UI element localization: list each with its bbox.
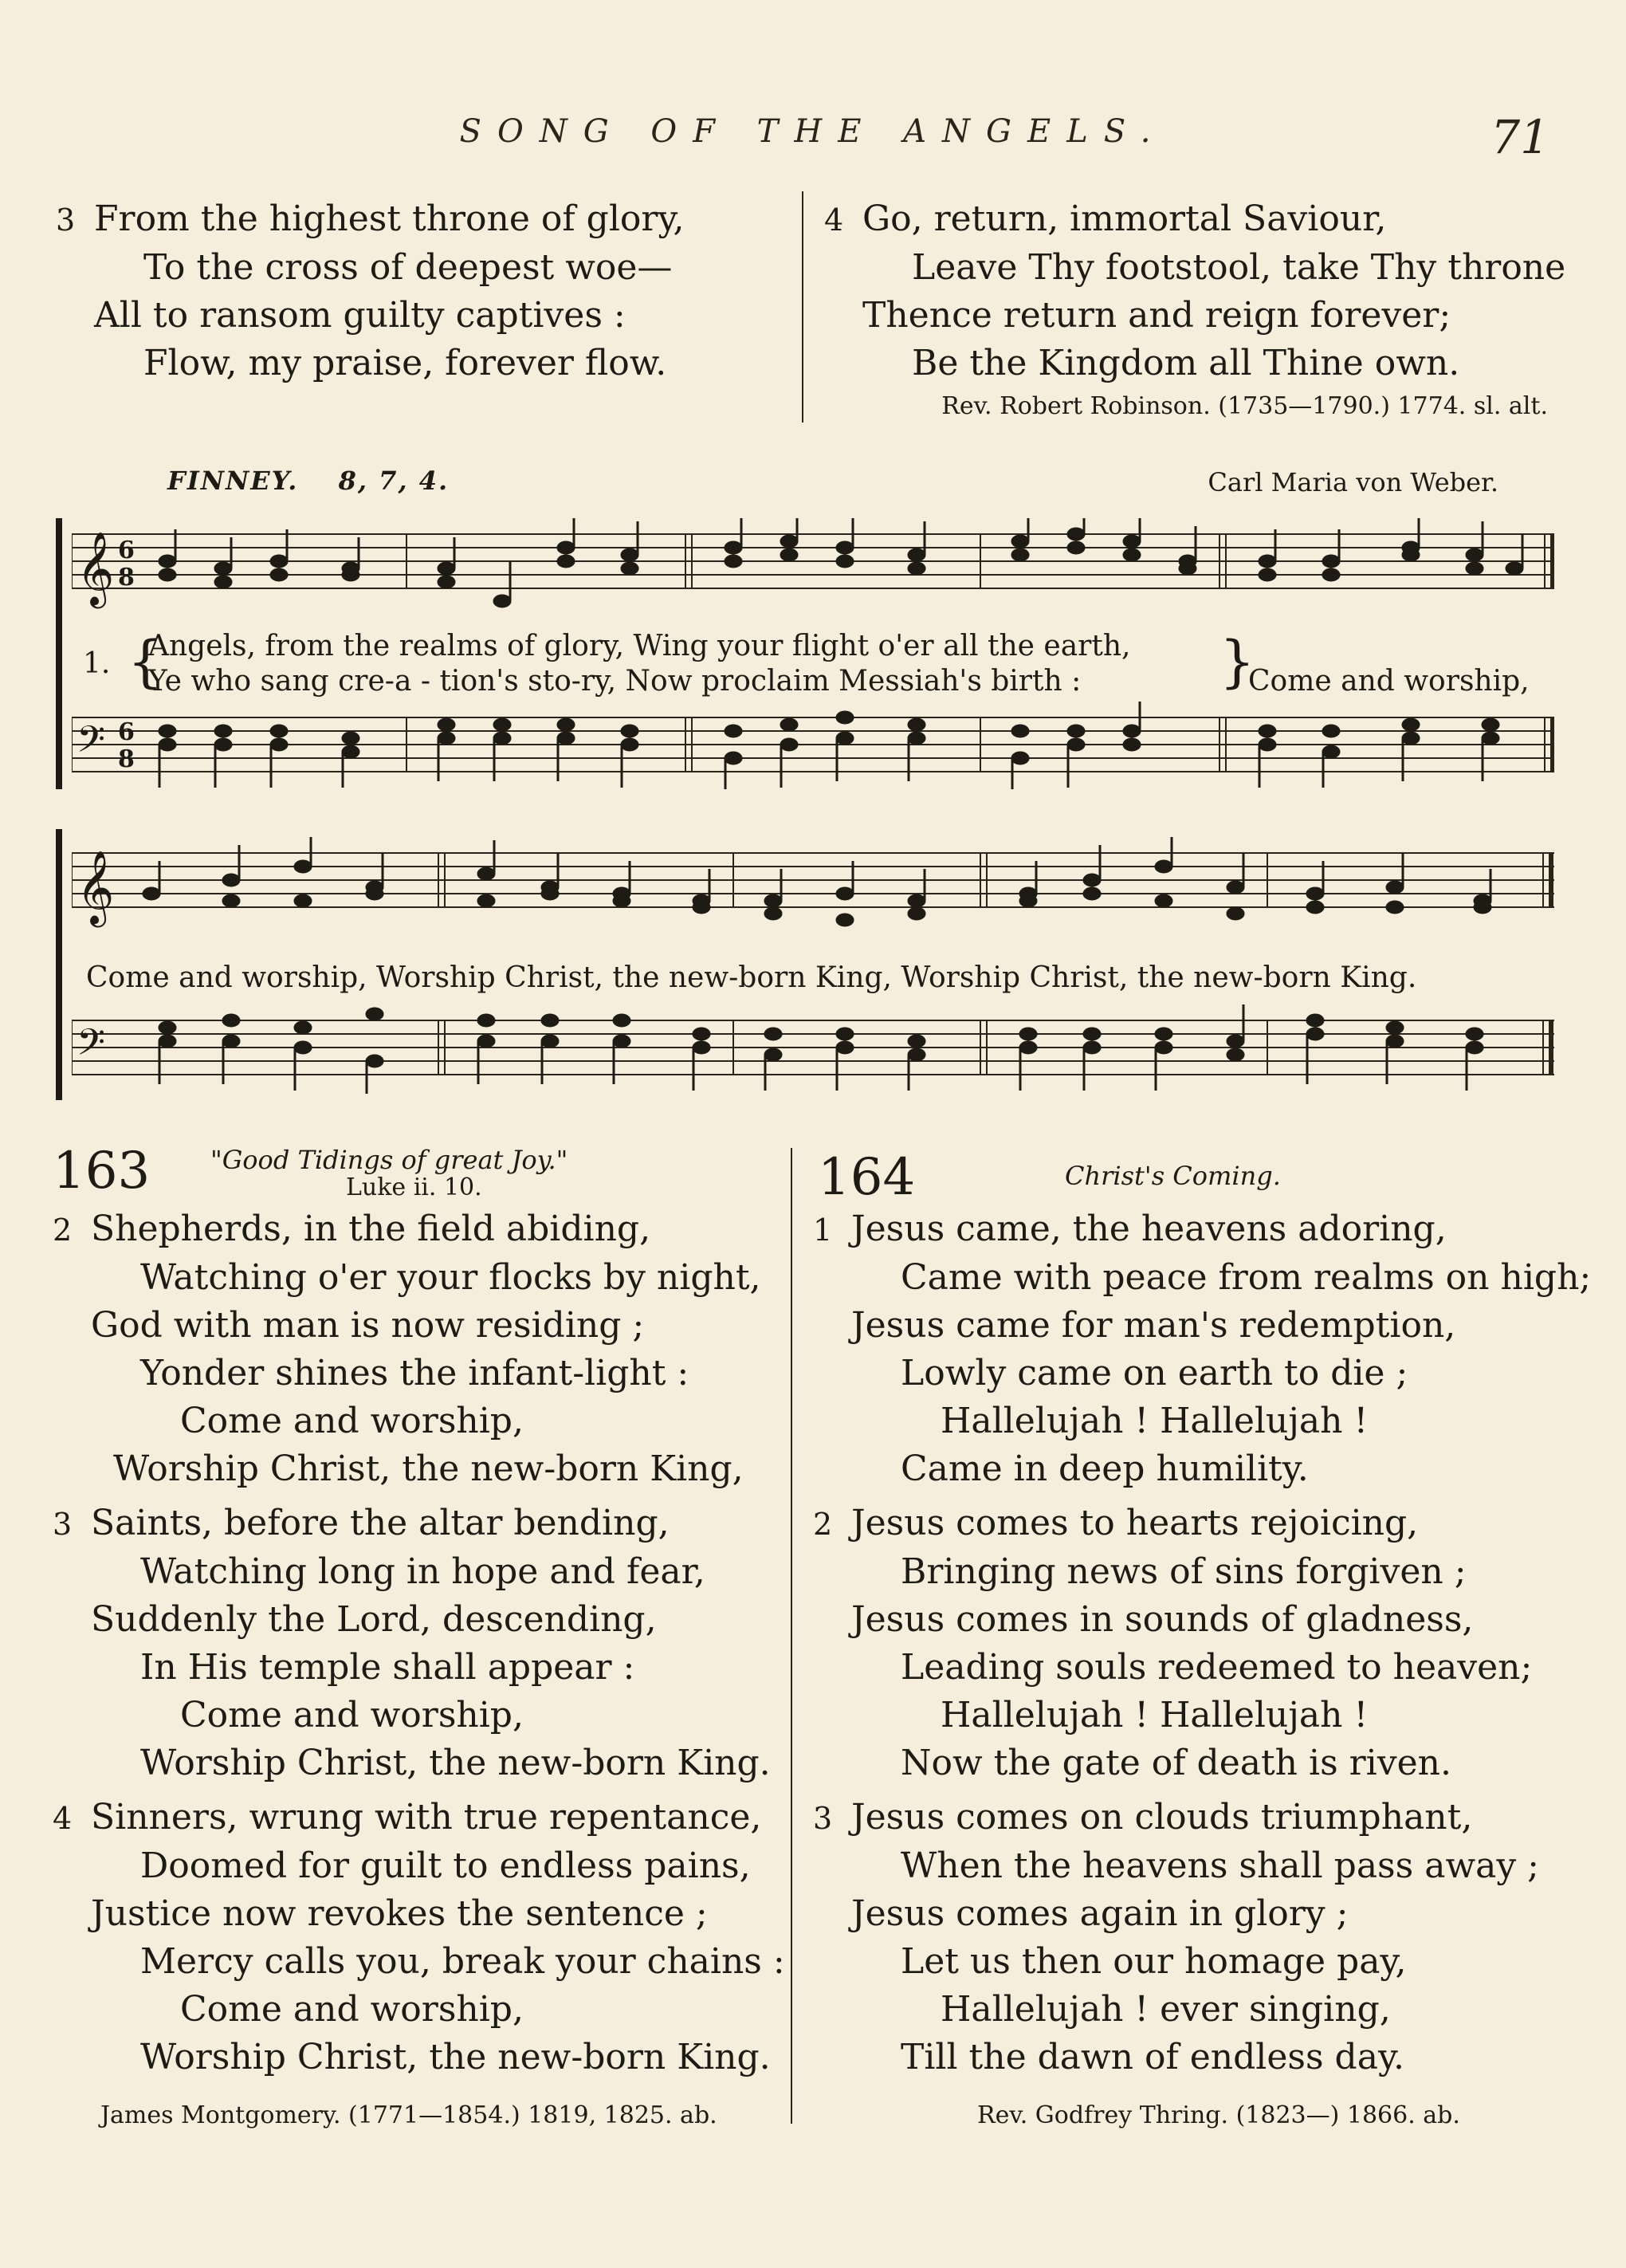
verse-line: 1 Jesus came, the heavens adoring, bbox=[813, 1205, 1591, 1254]
verse-line: Come and worship, bbox=[180, 1695, 524, 1735]
verse-line: Worship Christ, the new-born King. bbox=[140, 2037, 771, 2077]
verse-line: 3 Saints, before the altar bending, bbox=[53, 1500, 785, 1548]
svg-text:𝄢: 𝄢 bbox=[77, 1021, 106, 1073]
verse-line: Came with peace from realms on high; bbox=[901, 1257, 1592, 1298]
lyric-brace: { bbox=[128, 629, 163, 694]
treble-staff-2 bbox=[72, 837, 1554, 941]
lyrics-line-1a: Angels, from the realms of glory, Wing your flight o'er all the earth, bbox=[148, 630, 1131, 662]
verse-line: God with man is now residing ; bbox=[91, 1305, 645, 1346]
verse-number: 2 bbox=[53, 1213, 73, 1248]
verse-number: 2 bbox=[813, 1507, 833, 1542]
verse-line: Thence return and reign forever; bbox=[862, 295, 1451, 336]
lyrics-line-1b: Ye who sang cre-a - tion's sto-ry, Now proclaim Messiah's birth : bbox=[148, 665, 1082, 698]
running-head: SONG OF THE ANGELS. bbox=[459, 113, 1167, 150]
verse-line: Leading souls redeemed to heaven; bbox=[901, 1647, 1533, 1688]
verse-line: Jesus came for man's redemption, bbox=[851, 1305, 1456, 1346]
verse-line: Yonder shines the infant-light : bbox=[140, 1353, 689, 1393]
verse-number: 4 bbox=[53, 1801, 73, 1836]
page-number: 71 bbox=[1490, 110, 1549, 164]
top-attribution: Rev. Robert Robinson. (1735—1790.) 1774. sl. alt. bbox=[941, 392, 1548, 420]
hymn-title-164: Christ's Coming. bbox=[1065, 1161, 1281, 1191]
hymn-reference-163: Luke ii. 10. bbox=[346, 1173, 482, 1201]
verse-line: Come and worship, bbox=[180, 1401, 524, 1441]
verse-line: Let us then our homage pay, bbox=[901, 1941, 1407, 1982]
verse-line: All to ransom guilty captives : bbox=[94, 295, 626, 336]
verse-line: To the cross of deepest woe— bbox=[143, 247, 673, 288]
verse-line: Jesus comes in sounds of gladness, bbox=[851, 1599, 1474, 1640]
verse-line: Now the gate of death is riven. bbox=[901, 1743, 1451, 1783]
verse-line: 4 Go, return, immortal Saviour, bbox=[824, 195, 1565, 244]
system-brace-2 bbox=[56, 829, 62, 1100]
treble-staff-1 bbox=[72, 518, 1554, 622]
lyrics-line-1c: Come and worship, bbox=[1248, 665, 1530, 698]
verse-line: Jesus comes again in glory ; bbox=[851, 1893, 1349, 1934]
verse-line: 2 Jesus comes to hearts rejoicing, bbox=[813, 1500, 1591, 1548]
verse bbox=[53, 1205, 785, 1493]
verse-number-tune: 1. bbox=[83, 647, 111, 680]
verse-number: 3 bbox=[53, 1507, 73, 1542]
verse-line: Till the dawn of endless day. bbox=[901, 2037, 1404, 2077]
hymn164-attribution: Rev. Godfrey Thring. (1823—) 1866. ab. bbox=[977, 2101, 1460, 2129]
verse-line: When the heavens shall pass away ; bbox=[901, 1845, 1540, 1886]
svg-text:6: 6 bbox=[118, 718, 135, 746]
svg-text:8: 8 bbox=[118, 564, 135, 592]
verse-line: Bringing news of sins forgiven ; bbox=[901, 1551, 1467, 1592]
verse bbox=[813, 1500, 1591, 1787]
lyric-brace-right: } bbox=[1220, 629, 1255, 694]
verse-line: Hallelujah ! Hallelujah ! bbox=[941, 1695, 1369, 1735]
verse-line: 3 Jesus comes on clouds triumphant, bbox=[813, 1794, 1591, 1842]
column-divider-top bbox=[802, 191, 803, 423]
verse-line: In His temple shall appear : bbox=[140, 1647, 635, 1688]
verse-line: Doomed for guilt to endless pains, bbox=[140, 1845, 751, 1886]
verse bbox=[53, 1500, 785, 1787]
verse-line: Lowly came on earth to die ; bbox=[901, 1353, 1408, 1393]
verse-line: Worship Christ, the new-born King. bbox=[140, 1743, 771, 1783]
svg-text:𝄞: 𝄞 bbox=[77, 531, 115, 605]
verse-line: Flow, my praise, forever flow. bbox=[143, 343, 667, 383]
verse-line: Mercy calls you, break your chains : bbox=[140, 1941, 785, 1982]
svg-text:𝄞: 𝄞 bbox=[77, 850, 115, 924]
verse-number: 4 bbox=[824, 202, 844, 238]
verse bbox=[813, 1205, 1591, 1493]
top-verse-left bbox=[56, 195, 684, 387]
svg-text:8: 8 bbox=[118, 745, 135, 773]
verse-line: Leave Thy footstool, take Thy throne bbox=[912, 247, 1566, 288]
hymn164-verses bbox=[813, 1205, 1591, 2081]
tune-meter: 8, 7, 4. bbox=[338, 466, 450, 496]
top-verse-right bbox=[824, 195, 1565, 387]
verse-line: Be the Kingdom all Thine own. bbox=[912, 343, 1460, 383]
hymn163-verses bbox=[53, 1205, 785, 2081]
tune-name: FINNEY. bbox=[167, 466, 299, 496]
verse-line: Hallelujah ! ever singing, bbox=[941, 1989, 1391, 2030]
svg-text:𝄢: 𝄢 bbox=[77, 718, 106, 770]
verse bbox=[53, 1794, 785, 2081]
bass-staff-1 bbox=[72, 702, 1554, 797]
verse-line: Came in deep humility. bbox=[901, 1448, 1309, 1489]
hymn-number-163: 163 bbox=[53, 1142, 151, 1201]
svg-text:6: 6 bbox=[118, 537, 135, 564]
verse-number: 3 bbox=[813, 1801, 833, 1836]
verse-number: 1 bbox=[813, 1213, 833, 1248]
composer: Carl Maria von Weber. bbox=[1208, 467, 1498, 497]
verse-line: 4 Sinners, wrung with true repentance, bbox=[53, 1794, 785, 1842]
verse-line: 3 From the highest throne of glory, bbox=[56, 195, 684, 244]
system-brace-1 bbox=[56, 518, 62, 789]
verse-line: Worship Christ, the new-born King, bbox=[113, 1448, 744, 1489]
verse bbox=[813, 1794, 1591, 2081]
verse-line: Justice now revokes the sentence ; bbox=[91, 1893, 708, 1934]
verse-line: 2 Shepherds, in the field abiding, bbox=[53, 1205, 785, 1254]
verse-line: Watching o'er your flocks by night, bbox=[140, 1257, 761, 1298]
column-divider-bottom bbox=[791, 1148, 792, 2124]
lyrics-line-2: Come and worship, Worship Christ, the new-born King, Worship Christ, the new-born King. bbox=[86, 961, 1417, 994]
verse-line: Watching long in hope and fear, bbox=[140, 1551, 705, 1592]
hymn163-attribution: James Montgomery. (1771—1854.) 1819, 1825. ab. bbox=[100, 2101, 717, 2129]
hymn-number-164: 164 bbox=[818, 1148, 916, 1207]
verse-number: 3 bbox=[56, 202, 76, 238]
hymn-title-163: "Good Tidings of great Joy." bbox=[210, 1145, 568, 1175]
tune-header bbox=[167, 466, 449, 496]
verse-line: Suddenly the Lord, descending, bbox=[91, 1599, 657, 1640]
bass-staff-2 bbox=[72, 1004, 1554, 1100]
verse-line: Hallelujah ! Hallelujah ! bbox=[941, 1401, 1369, 1441]
verse-line: Come and worship, bbox=[180, 1989, 524, 2030]
